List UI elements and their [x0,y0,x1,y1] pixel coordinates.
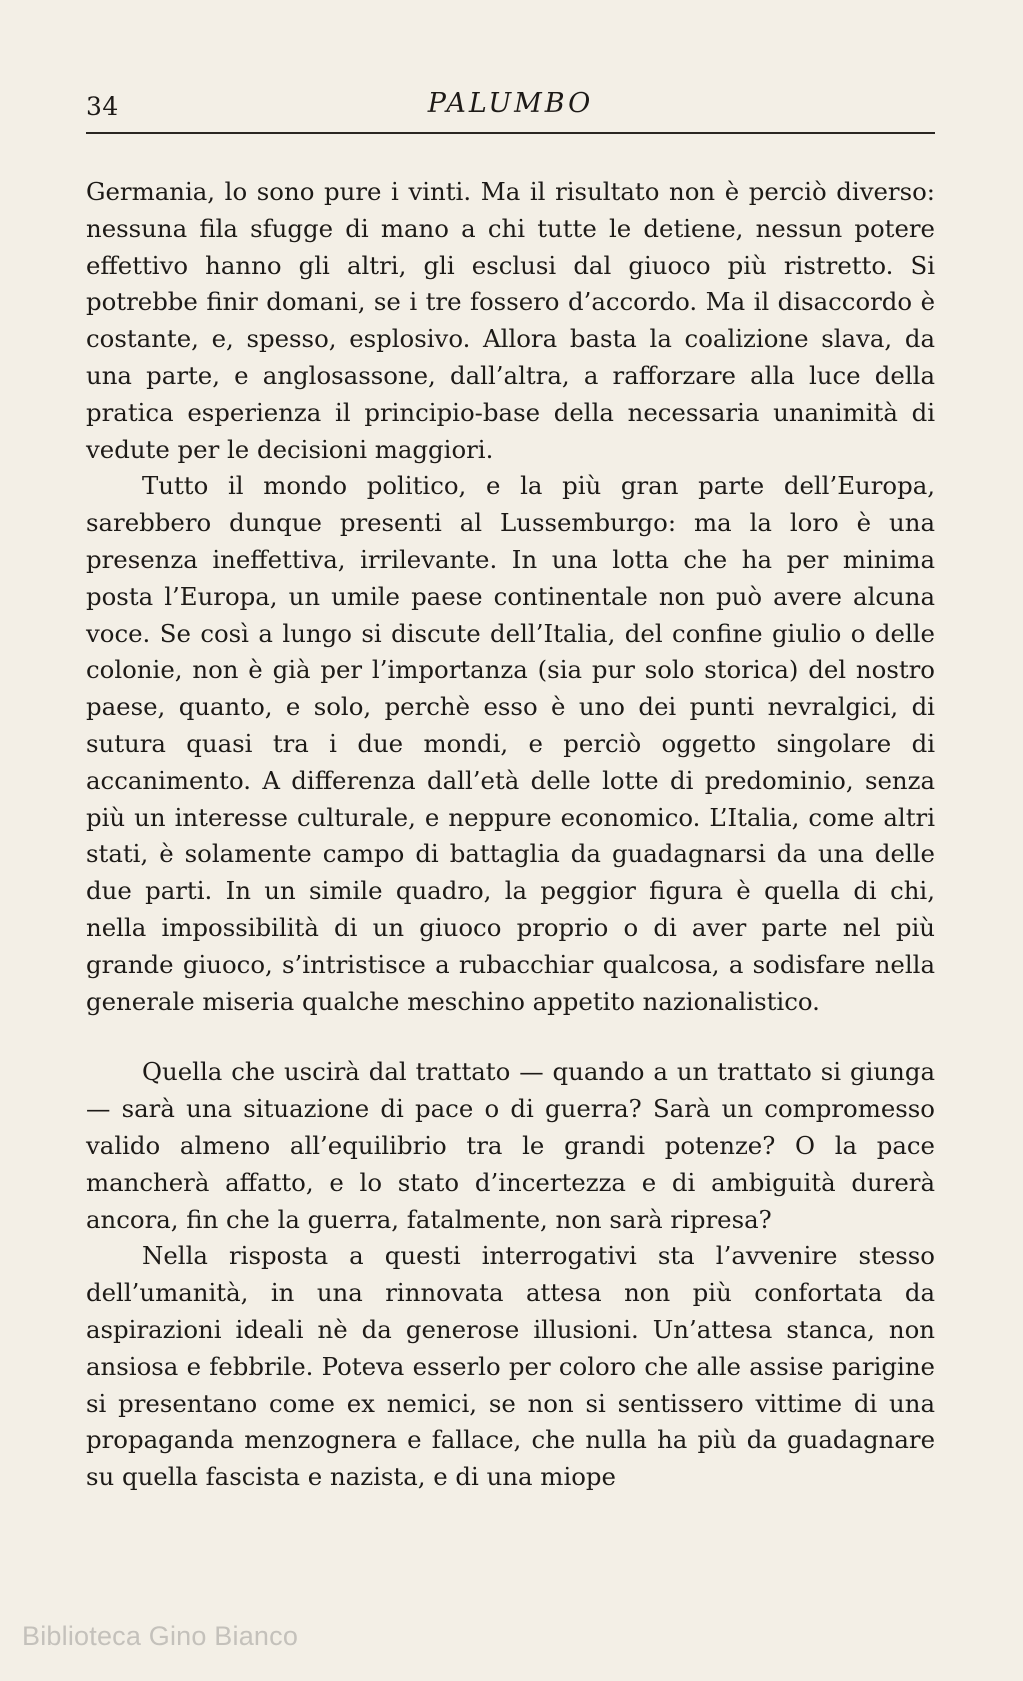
running-head: PALUMBO [427,88,594,119]
body-text [86,174,935,1496]
library-watermark: Biblioteca Gino Bianco [22,1621,299,1651]
paragraph-4: Nella risposta a questi interrogativi sta l’avvenire stesso dell’umanità, in una rinnovata attesa non più confortata da aspirazioni ideali nè da generose illusioni. Un’attesa stanca, non ansiosa e febbrile. Poteva esserlo per coloro che alle assise parigine si presentano come ex nemici, se non si sentissero vittime di una propaganda menzognera e fallace, che nulla ha più da guadagnare su quella fascista e nazista, e di una miope [86,1241,935,1492]
header-rule [86,132,935,134]
section-break [86,1020,935,1054]
paragraph-2: Tutto il mondo politico, e la più gran parte dell’Europa, sarebbero dunque presenti al Lussemburgo: ma la loro è una presenza ineffettiva, irrilevante. In una lotta che ha per minima posta l’Europa, un umile paese continentale non può avere alcuna voce. Se così a lungo si discute dell’Italia, del confine giulio o delle colonie, non è già per l’importanza (sia pur solo storica) del nostro paese, quanto, e solo, perchè esso è uno dei punti nevralgici, di sutura quasi tra i due mondi, e perciò oggetto singolare di accanimento. A differenza dall’età delle lotte di predominio, senza più un interesse culturale, e neppure economico. L’Italia, come altri stati, è solamente campo di battaglia da guadagnarsi da una delle due parti. In un simile quadro, la peggior figura è quella di chi, nella impossibilità di un giuoco proprio o di aver parte nel più grande giuoco, s’intristisce a rubacchiar qualcosa, a sodisfare nella generale miseria qualche meschino appetito nazionalistico. [86,471,935,1016]
page-header [86,78,935,130]
paragraph-1: Germania, lo sono pure i vinti. Ma il risultato non è perciò diverso: nessuna fila sfugge di mano a chi tutte le detiene, nessun potere effettivo hanno gli altri, gli esclusi dal giuoco più ristretto. Si potrebbe finir domani, se i tre fossero d’accordo. Ma il disaccordo è costante, e, spesso, esplosivo. Allora basta la coalizione slava, da una parte, e anglosassone, dall’altra, a rafforzare alla luce della pratica esperienza il principio-base della necessaria unanimità di vedute per le decisioni maggiori. [86,177,935,464]
paragraph-3: Quella che uscirà dal trattato — quando a un trattato si giunga — sarà una situazione di pace o di guerra? Sarà un compromesso valido almeno all’equilibrio tra le grandi potenze? O la pace mancherà affatto, e lo stato d’incertezza e di ambiguità durerà ancora, fin che la guerra, fatalmente, non sarà ripresa? [86,1057,935,1234]
page-number: 34 [86,92,119,121]
